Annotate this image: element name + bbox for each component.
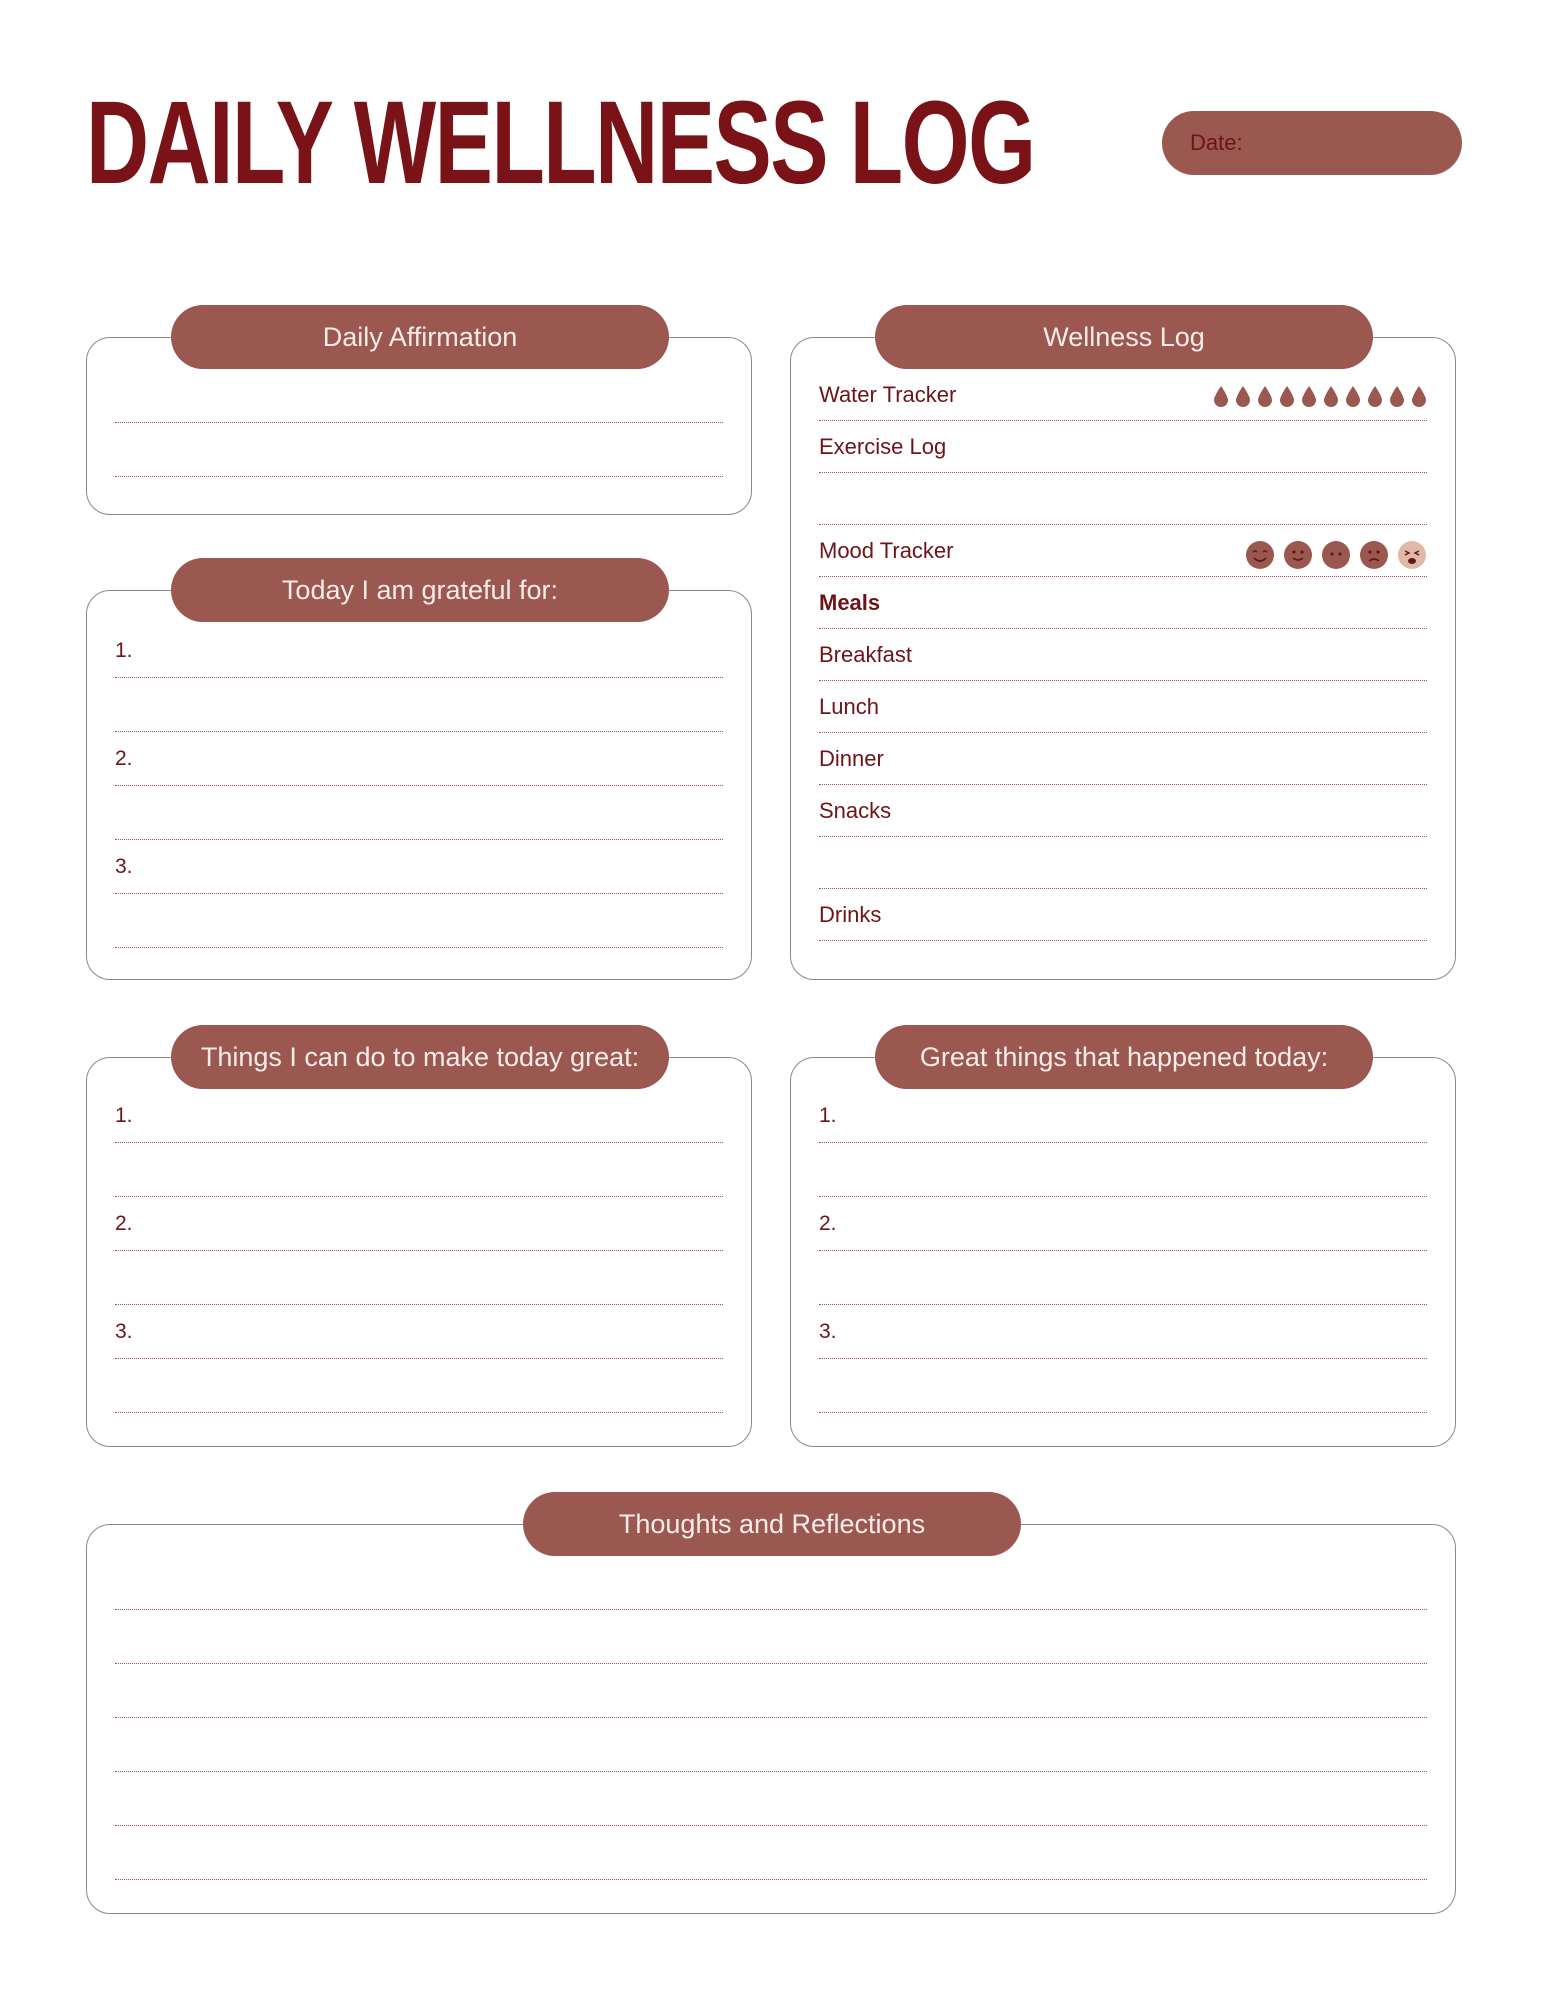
- grateful-box: [86, 590, 752, 980]
- great-things-box: [790, 1057, 1456, 1447]
- writing-line[interactable]: [115, 1142, 723, 1143]
- writing-line[interactable]: [115, 1412, 723, 1413]
- writing-line[interactable]: [819, 784, 1427, 785]
- water-drop-icon[interactable]: [1257, 385, 1273, 407]
- writing-line[interactable]: [115, 1879, 1427, 1880]
- mood-tracker-faces[interactable]: [1245, 540, 1427, 570]
- writing-line[interactable]: [115, 839, 723, 840]
- date-field[interactable]: [1162, 111, 1462, 175]
- wellness-box: [790, 337, 1456, 980]
- list-number: 2.: [115, 747, 133, 770]
- writing-line[interactable]: [115, 1358, 723, 1359]
- water-drop-icon[interactable]: [1323, 385, 1339, 407]
- writing-line[interactable]: [819, 628, 1427, 629]
- writing-line[interactable]: [819, 576, 1427, 577]
- thoughts-header: Thoughts and Reflections: [523, 1492, 1021, 1556]
- writing-line[interactable]: [115, 785, 723, 786]
- writing-line[interactable]: [115, 1663, 1427, 1664]
- wellness-header: Wellness Log: [875, 305, 1373, 369]
- page-title: DAILY WELLNESS LOG: [86, 77, 1035, 209]
- meals-heading: Meals: [819, 590, 881, 615]
- smile-face-icon[interactable]: [1283, 540, 1313, 570]
- list-number: 3.: [115, 1320, 133, 1343]
- writing-line[interactable]: [115, 476, 723, 477]
- water-drop-icon[interactable]: [1367, 385, 1383, 407]
- writing-line[interactable]: [115, 1771, 1427, 1772]
- date-label: Date:: [1190, 130, 1243, 155]
- list-number: 1.: [819, 1104, 837, 1127]
- writing-line[interactable]: [819, 472, 1427, 473]
- writing-line[interactable]: [819, 836, 1427, 837]
- list-number: 2.: [819, 1212, 837, 1235]
- writing-line[interactable]: [115, 677, 723, 678]
- writing-line[interactable]: [819, 420, 1427, 421]
- writing-line[interactable]: [819, 524, 1427, 525]
- writing-line[interactable]: [819, 888, 1427, 889]
- writing-line[interactable]: [115, 947, 723, 948]
- list-number: 3.: [819, 1320, 837, 1343]
- breakfast-label: Breakfast: [819, 642, 912, 667]
- writing-line[interactable]: [115, 1717, 1427, 1718]
- mood-tracker-label: Mood Tracker: [819, 538, 954, 563]
- dinner-label: Dinner: [819, 746, 884, 771]
- writing-line[interactable]: [115, 422, 723, 423]
- writing-line[interactable]: [819, 1412, 1427, 1413]
- list-number: 1.: [115, 1104, 133, 1127]
- writing-line[interactable]: [819, 1142, 1427, 1143]
- todo-box: [86, 1057, 752, 1447]
- water-drop-icon[interactable]: [1279, 385, 1295, 407]
- writing-line[interactable]: [115, 893, 723, 894]
- writing-line[interactable]: [115, 1609, 1427, 1610]
- water-tracker-label: Water Tracker: [819, 382, 957, 407]
- snacks-label: Snacks: [819, 798, 892, 823]
- writing-line[interactable]: [115, 1196, 723, 1197]
- crying-face-icon[interactable]: [1397, 540, 1427, 570]
- great-things-header: Great things that happened today:: [875, 1025, 1373, 1089]
- writing-line[interactable]: [819, 1304, 1427, 1305]
- water-drop-icon[interactable]: [1389, 385, 1405, 407]
- list-number: 1.: [115, 639, 133, 662]
- writing-line[interactable]: [115, 1304, 723, 1305]
- writing-line[interactable]: [819, 1358, 1427, 1359]
- thoughts-box: [86, 1524, 1456, 1914]
- affirmation-header: Daily Affirmation: [171, 305, 669, 369]
- water-drop-icon[interactable]: [1301, 385, 1317, 407]
- writing-line[interactable]: [819, 1196, 1427, 1197]
- drinks-label: Drinks: [819, 902, 882, 927]
- lunch-label: Lunch: [819, 694, 879, 719]
- writing-line[interactable]: [819, 940, 1427, 941]
- neutral-face-icon[interactable]: [1321, 540, 1351, 570]
- grateful-header: Today I am grateful for:: [171, 558, 669, 622]
- writing-line[interactable]: [115, 731, 723, 732]
- todo-header: Things I can do to make today great:: [171, 1025, 669, 1089]
- water-drop-icon[interactable]: [1411, 385, 1427, 407]
- writing-line[interactable]: [819, 680, 1427, 681]
- list-number: 2.: [115, 1212, 133, 1235]
- writing-line[interactable]: [115, 1825, 1427, 1826]
- water-drop-icon[interactable]: [1235, 385, 1251, 407]
- wink-face-icon[interactable]: [1245, 540, 1275, 570]
- sad-face-icon[interactable]: [1359, 540, 1389, 570]
- exercise-log-label: Exercise Log: [819, 434, 947, 459]
- writing-line[interactable]: [819, 1250, 1427, 1251]
- writing-line[interactable]: [819, 732, 1427, 733]
- water-tracker-drops[interactable]: [1213, 385, 1427, 407]
- water-drop-icon[interactable]: [1345, 385, 1361, 407]
- list-number: 3.: [115, 855, 133, 878]
- water-drop-icon[interactable]: [1213, 385, 1229, 407]
- writing-line[interactable]: [115, 1250, 723, 1251]
